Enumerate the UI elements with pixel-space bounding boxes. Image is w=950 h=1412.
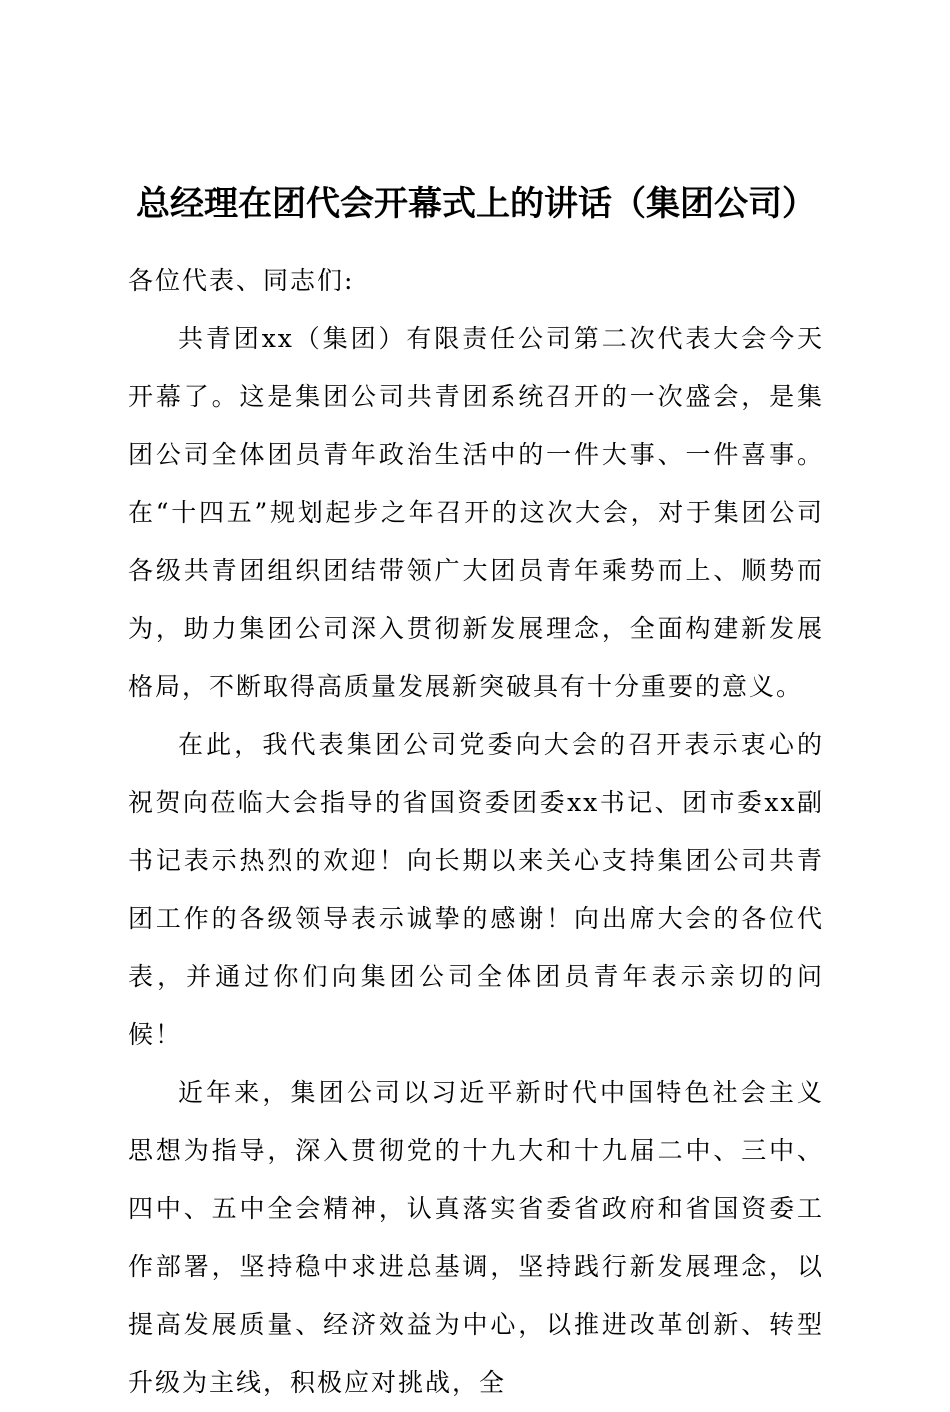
paragraph-achievements: 近年来，集团公司以习近平新时代中国特色社会主义思想为指导，深入贯彻党的十九大和十九届二中、三中、四中、五中全会精神，认真落实省委省政府和省国资委工作部署，坚持稳中求进总基调，坚持践行新发展理念，以提高发展质量、经济效益为中心，以推进改革创新、转型升级为主线，积极应对挑战，全 [128,1078,824,1397]
document-body [128,156,824,1412]
paragraph-opening: 共青团xx（集团）有限责任公司第二次代表大会今天开幕了。这是集团公司共青团系统召开的一次盛会，是集团公司全体团员青年政治生活中的一件大事、一件喜事。在“十四五”规划起步之年召开的这次大会，对于集团公司各级共青团组织团结带领广大团员青年乘势而上、顺势而为，助力集团公司深入贯彻新发展理念，全面构建新发展格局，不断取得高质量发展新突破具有十分重要的意义。 [128,324,824,701]
salutation: 各位代表、同志们: [128,266,355,295]
document-title: 总经理在团代会开幕式上的讲话（集团公司） [136,184,816,224]
paragraph-greetings: 在此，我代表集团公司党委向大会的召开表示衷心的祝贺向莅临大会指导的省国资委团委xx书记、团市委xx副书记表示热烈的欢迎！向长期以来关心支持集团公司共青团工作的各级领导表示诚挚的感谢！向出席大会的各位代表，并通过你们向集团公司全体团员青年表示亲切的问候！ [128,730,824,1049]
